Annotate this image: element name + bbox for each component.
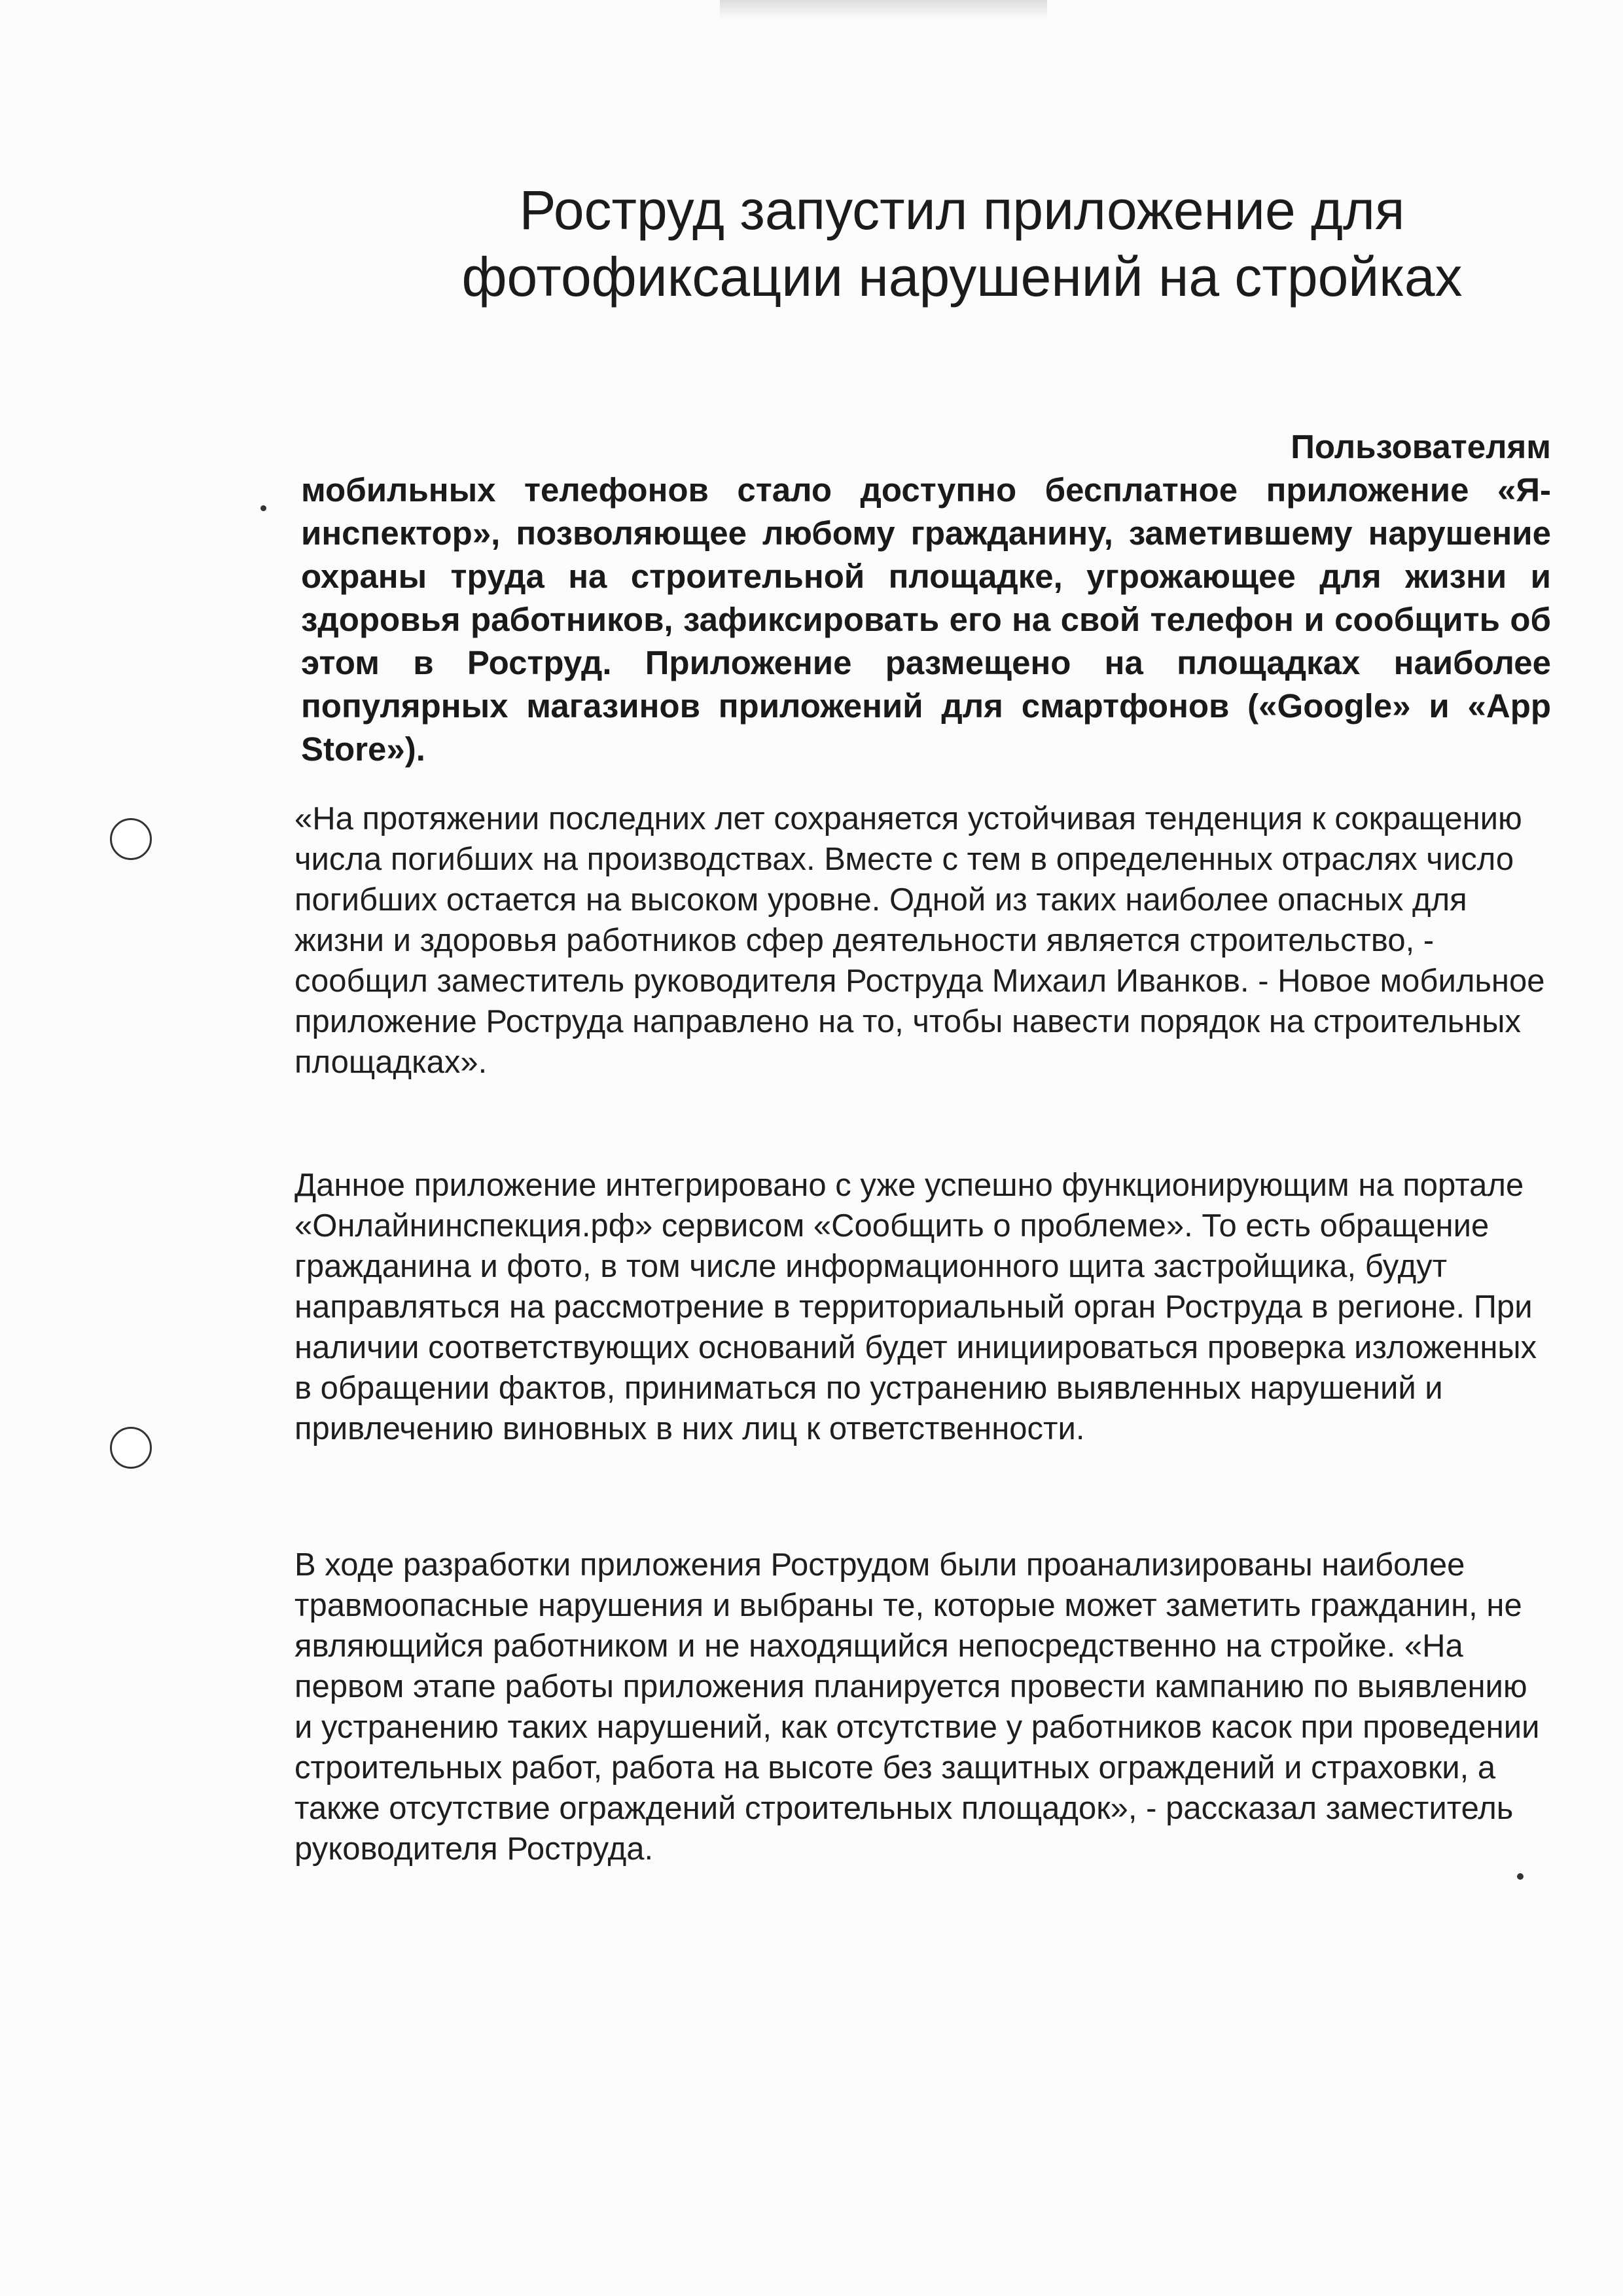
body-paragraph-2: Данное приложение интегрировано с уже успешно функционирующим на портале «Онлайнинспекция.рф» сервисом «Сообщить о проблеме». То есть обращение гражданина и фото, в том числе информационного щита застройщика, будут направляться на рассмотрение в территориальный орган Роструда в регионе. При наличии соответствующих оснований будет инициироваться проверка изложенных в обращении фактов, приниматься по устранению выявленных нарушений и привлечению виновных в них лиц к ответственности. [294, 1168, 1537, 1446]
punch-hole-lower [110, 1427, 152, 1469]
article-title: Роструд запустил приложение для фотофиксации нарушений на стройках [461, 179, 1463, 308]
lead-text: мобильных телефонов стало доступно бесплатное приложение «Я-инспектор», позволяющее любому гражданину, заметившему нарушение охраны труда на строительной площадке, угрожающее для жизни и здоровья работников, зафиксировать его на свой телефон и сообщить об этом в Роструд. Приложение размещено на площадках наиболее популярных магазинов приложений для смартфонов («Google» и «App Store»). [301, 471, 1551, 768]
scan-speck [1517, 1873, 1524, 1880]
body-paragraph-1: «На протяжении последних лет сохраняется устойчивая тенденция к сокращению числа погибших на производствах. Вместе с тем в определенных отраслях число погибших остается на высоком уровне. Одной из таких наиболее опасных для жизни и здоровья работников сфер деятельности является строительство, - сообщил заместитель руководителя Роструда Михаил Иванков. - Новое мобильное приложение Роструда направлено на то, чтобы навести порядок на строительных площадках». [294, 801, 1545, 1080]
punch-hole-upper [110, 818, 152, 860]
body-paragraph-3: В ходе разработки приложения Рострудом были проанализированы наиболее травмоопасные нарушения и выбраны те, которые может заметить гражданин, не являющийся работником и не находящийся непосредственно на стройке. «На первом этапе работы приложения планируется провести кампанию по выявлению и устранению таких нарушений, как отсутствие у работников касок при проведении строительных работ, работа на высоте без защитных ограждений и страховки, а также отсутствие ограждений строительных площадок», - рассказал заместитель руководителя Роструда. [294, 1547, 1540, 1867]
scan-speck [260, 505, 266, 511]
lead-first-word: Пользователям [1291, 428, 1551, 465]
scan-edge-shadow [720, 0, 1047, 20]
lead-paragraph [301, 425, 1551, 771]
